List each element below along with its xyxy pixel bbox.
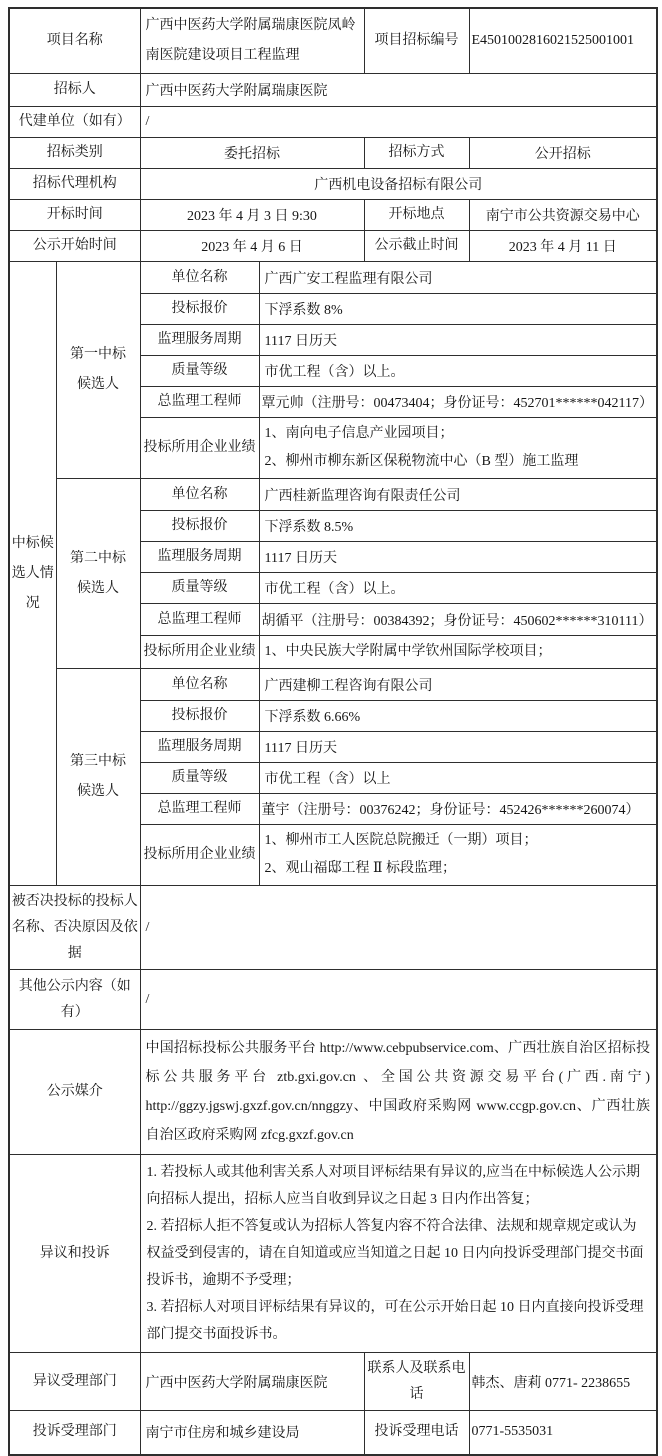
quality-grade-label: 质量等级 bbox=[140, 573, 259, 604]
other-content-value: / bbox=[140, 970, 657, 1030]
tender-method-value: 公开招标 bbox=[469, 138, 657, 169]
candidate3-period-value: 1117 日历天 bbox=[259, 732, 657, 763]
candidate3-achievements-value bbox=[259, 825, 657, 886]
project-name-value: 广西中医药大学附属瑞康医院凤岭南医院建设项目工程监理 bbox=[140, 8, 364, 74]
candidate2-rank-label: 第二中标候选人 bbox=[56, 479, 140, 669]
service-period-label: 监理服务周期 bbox=[140, 732, 259, 763]
bid-price-label: 投标报价 bbox=[140, 511, 259, 542]
project-name-label: 项目名称 bbox=[9, 8, 140, 74]
candidate3-company-value: 广西建柳工程咨询有限公司 bbox=[259, 669, 657, 701]
company-name-label: 单位名称 bbox=[140, 479, 259, 511]
publicity-end-value: 2023 年 4 月 11 日 bbox=[469, 231, 657, 262]
row-publicity-media bbox=[9, 1030, 657, 1155]
bid-open-place-value: 南宁市公共资源交易中心 bbox=[469, 200, 657, 231]
objection-label: 异议和投诉 bbox=[9, 1155, 140, 1353]
candidate1-company-value: 广西广安工程监理有限公司 bbox=[259, 262, 657, 294]
achievements-label: 投标所用企业业绩 bbox=[140, 418, 259, 479]
candidate1-achievements-value bbox=[259, 418, 657, 479]
complaint-dept-label: 投诉受理部门 bbox=[9, 1411, 140, 1455]
candidate2-company-row bbox=[9, 479, 657, 511]
row-publicity-period bbox=[9, 231, 657, 262]
row-objection-dept bbox=[9, 1353, 657, 1411]
candidate1-company-row bbox=[9, 262, 657, 294]
contact-value: 韩杰、唐莉 0771- 2238655 bbox=[469, 1353, 657, 1411]
tender-category-label: 招标类别 bbox=[9, 138, 140, 169]
achievement-line: 2、柳州市柳东新区保税物流中心（B 型）施工监理 bbox=[264, 454, 579, 469]
other-content-label: 其他公示内容（如有） bbox=[9, 970, 140, 1030]
bid-open-time-label: 开标时间 bbox=[9, 200, 140, 231]
row-tender-category bbox=[9, 138, 657, 169]
row-tender-agency bbox=[9, 169, 657, 200]
row-project-name bbox=[9, 8, 657, 74]
achievement-line: 2、观山福邸工程 Ⅱ 标段监理； bbox=[264, 861, 457, 876]
tender-method-label: 招标方式 bbox=[364, 138, 469, 169]
candidate1-chief-value: 覃元帅（注册号：00473404；身份证号：452701******042117） bbox=[259, 387, 657, 418]
agent-unit-value: / bbox=[140, 107, 657, 138]
chief-engineer-label: 总监理工程师 bbox=[140, 604, 259, 636]
chief-engineer-label: 总监理工程师 bbox=[140, 387, 259, 418]
publicity-start-value: 2023 年 4 月 6 日 bbox=[140, 231, 364, 262]
achievement-line: 1、中央民族大学附属中学钦州国际学校项目； bbox=[264, 644, 552, 659]
service-period-label: 监理服务周期 bbox=[140, 325, 259, 356]
tender-category-value: 委托招标 bbox=[140, 138, 364, 169]
row-tenderer bbox=[9, 74, 657, 107]
agent-unit-label: 代建单位（如有） bbox=[9, 107, 140, 138]
company-name-label: 单位名称 bbox=[140, 262, 259, 294]
objection-value bbox=[140, 1155, 657, 1353]
tenderer-label: 招标人 bbox=[9, 74, 140, 107]
tender-agency-value: 广西机电设备招标有限公司 bbox=[140, 169, 657, 200]
publicity-media-value: 中国招标投标公共服务平台 http://www.cebpubservice.com、广西壮族自治区招标投标公共服务平台 ztb.gxi.gov.cn 、全国公共资源交易平台(广西.南宁) http://ggzy.jgswj.gxzf.gov.cn/nnggzy、中国政府采购网 www.ccgp.gov.cn、广西壮族自治区政府采购网 zfcg.gxzf.gov.cn bbox=[140, 1030, 657, 1155]
complaint-dept-value: 南宁市住房和城乡建设局 bbox=[140, 1411, 364, 1455]
achievement-line: 1、南向电子信息产业园项目； bbox=[264, 426, 454, 441]
candidate3-price-value: 下浮系数 6.66% bbox=[259, 701, 657, 732]
objection-paragraph: 1. 若投标人或其他利害关系人对项目评标结果有异议的,应当在中标候选人公示期向招标人提出，招标人应当自收到异议之日起 3 日内作出答复； bbox=[146, 1165, 640, 1207]
candidate2-period-value: 1117 日历天 bbox=[259, 542, 657, 573]
quality-grade-label: 质量等级 bbox=[140, 356, 259, 387]
candidate3-company-row bbox=[9, 669, 657, 701]
candidate1-price-value: 下浮系数 8% bbox=[259, 294, 657, 325]
achievements-label: 投标所用企业业绩 bbox=[140, 825, 259, 886]
publicity-start-label: 公示开始时间 bbox=[9, 231, 140, 262]
achievement-line: 1、柳州市工人医院总院搬迁（一期）项目； bbox=[264, 833, 538, 848]
rejected-bidders-value: / bbox=[140, 886, 657, 970]
quality-grade-label: 质量等级 bbox=[140, 763, 259, 794]
candidate1-rank-label: 第一中标候选人 bbox=[56, 262, 140, 479]
row-other-content bbox=[9, 970, 657, 1030]
row-complaint-dept bbox=[9, 1411, 657, 1455]
bid-open-time-value: 2023 年 4 月 3 日 9:30 bbox=[140, 200, 364, 231]
service-period-label: 监理服务周期 bbox=[140, 542, 259, 573]
candidate1-period-value: 1117 日历天 bbox=[259, 325, 657, 356]
objection-paragraph: 2. 若招标人拒不答复或认为招标人答复内容不符合法律、法规和规章规定或认为权益受到侵害的，请在自知道或应当知道之日起 10 日内向投诉受理部门提交书面投诉书，逾期不予受理； bbox=[146, 1219, 644, 1288]
candidate2-quality-value: 市优工程（含）以上。 bbox=[259, 573, 657, 604]
chief-engineer-label: 总监理工程师 bbox=[140, 794, 259, 825]
candidates-section-label: 中标候选人情况 bbox=[9, 262, 56, 886]
achievements-label: 投标所用企业业绩 bbox=[140, 636, 259, 669]
bid-announcement-table bbox=[8, 7, 658, 1456]
objection-dept-value: 广西中医药大学附属瑞康医院 bbox=[140, 1353, 364, 1411]
candidate3-rank-label: 第三中标候选人 bbox=[56, 669, 140, 886]
publicity-media-label: 公示媒介 bbox=[9, 1030, 140, 1155]
complaint-phone-label: 投诉受理电话 bbox=[364, 1411, 469, 1455]
row-rejected-bidders bbox=[9, 886, 657, 970]
contact-label: 联系人及联系电话 bbox=[364, 1353, 469, 1411]
complaint-phone-value: 0771-5535031 bbox=[469, 1411, 657, 1455]
tender-no-value: E4501002816021525001001 bbox=[469, 8, 657, 74]
candidate1-quality-value: 市优工程（含）以上。 bbox=[259, 356, 657, 387]
candidate2-chief-value: 胡循平（注册号：00384392；身份证号：450602******310111） bbox=[259, 604, 657, 636]
bid-price-label: 投标报价 bbox=[140, 294, 259, 325]
row-agent-unit bbox=[9, 107, 657, 138]
candidate2-company-value: 广西桂新监理咨询有限责任公司 bbox=[259, 479, 657, 511]
candidate3-quality-value: 市优工程（含）以上 bbox=[259, 763, 657, 794]
bid-open-place-label: 开标地点 bbox=[364, 200, 469, 231]
objection-paragraph: 3. 若招标人对项目评标结果有异议的，可在公示开始日起 10 日内直接向投诉受理部门提交书面投诉书。 bbox=[146, 1300, 644, 1342]
publicity-end-label: 公示截止时间 bbox=[364, 231, 469, 262]
tenderer-value: 广西中医药大学附属瑞康医院 bbox=[140, 74, 657, 107]
objection-dept-label: 异议受理部门 bbox=[9, 1353, 140, 1411]
rejected-bidders-label: 被否决投标的投标人名称、否决原因及依据 bbox=[9, 886, 140, 970]
tender-no-label: 项目招标编号 bbox=[364, 8, 469, 74]
row-bid-open bbox=[9, 200, 657, 231]
bid-price-label: 投标报价 bbox=[140, 701, 259, 732]
company-name-label: 单位名称 bbox=[140, 669, 259, 701]
tender-agency-label: 招标代理机构 bbox=[9, 169, 140, 200]
row-objection-complaint bbox=[9, 1155, 657, 1353]
candidate2-price-value: 下浮系数 8.5% bbox=[259, 511, 657, 542]
candidate2-achievements-value bbox=[259, 636, 657, 669]
candidate3-chief-value: 董宇（注册号：00376242；身份证号：452426******260074） bbox=[259, 794, 657, 825]
